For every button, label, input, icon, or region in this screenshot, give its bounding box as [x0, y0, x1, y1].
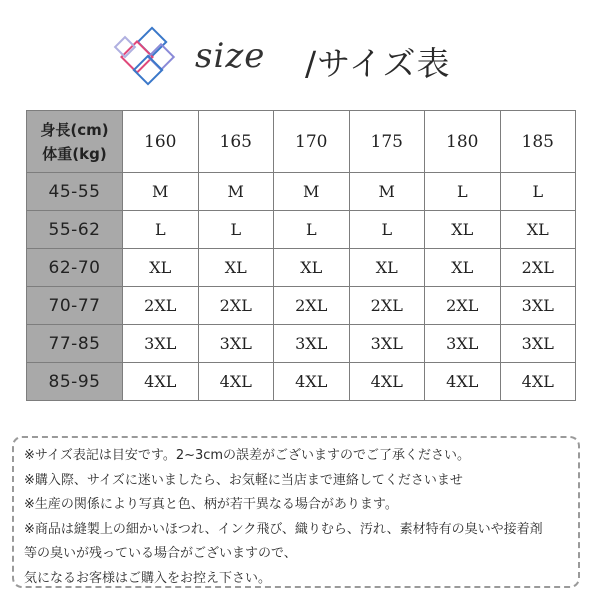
weight-header-cell: 55-62 [27, 211, 123, 249]
size-cell: 3XL [123, 325, 199, 363]
note-line: ※生産の関係により写真と色、柄が若干異なる場合があります。 [24, 497, 398, 512]
size-cell: 4XL [500, 363, 576, 401]
size-cell: 3XL [274, 325, 350, 363]
height-header-cell: 170 [274, 111, 350, 173]
size-cell: 2XL [198, 287, 274, 325]
size-cell: 2XL [274, 287, 350, 325]
height-header-cell: 160 [123, 111, 199, 173]
weight-header-cell: 77-85 [27, 325, 123, 363]
size-chart-title: /サイズ表 [305, 44, 451, 83]
table-header-row [27, 111, 576, 173]
size-cell: 4XL [198, 363, 274, 401]
size-cell: L [500, 173, 576, 211]
size-cell: XL [425, 211, 501, 249]
size-cell: L [123, 211, 199, 249]
size-cell: 2XL [425, 287, 501, 325]
size-cell: 4XL [123, 363, 199, 401]
size-cell: M [123, 173, 199, 211]
height-header-cell: 165 [198, 111, 274, 173]
size-cell: XL [500, 211, 576, 249]
table-row [27, 249, 576, 287]
table-corner-cell [27, 111, 123, 173]
note-line: ※サイズ表記は目安です。2~3cmの誤差がございますのでご了承ください。 [24, 448, 471, 463]
size-cell: M [274, 173, 350, 211]
size-cell: 3XL [500, 325, 576, 363]
note-line: 気になるお客様はご購入をお控え下さい。 [24, 570, 272, 586]
table-row [27, 287, 576, 325]
note-line: ※商品は縫製上の細かいほつれ、インク飛び、織りむら、汚れ、素材特有の臭いや接着剤 [24, 521, 543, 537]
height-header-cell: 175 [349, 111, 425, 173]
weight-header-cell: 45-55 [27, 173, 123, 211]
size-cell: XL [123, 249, 199, 287]
size-cell: XL [425, 249, 501, 287]
size-cell: 3XL [198, 325, 274, 363]
size-chart-table [26, 110, 576, 401]
size-cell: L [274, 211, 350, 249]
size-cell: 3XL [349, 325, 425, 363]
note-line: 等の臭いが残っている場合がございますので、 [24, 546, 297, 561]
size-cell: 4XL [425, 363, 501, 401]
interlocking-squares-icon [112, 26, 190, 88]
size-cell: 4XL [349, 363, 425, 401]
size-cell: 3XL [500, 287, 576, 325]
page-header [0, 20, 600, 90]
height-unit-label: 身長(cm) [40, 120, 109, 139]
weight-unit-label: 体重(kg) [42, 144, 107, 163]
height-header-cell: 185 [500, 111, 576, 173]
size-cell: XL [274, 249, 350, 287]
table-row [27, 211, 576, 249]
table-row [27, 173, 576, 211]
size-cell: XL [198, 249, 274, 287]
size-cell: M [349, 173, 425, 211]
size-cell: 2XL [500, 249, 576, 287]
notes-box [12, 436, 580, 588]
size-cell: 4XL [274, 363, 350, 401]
size-cell: L [349, 211, 425, 249]
size-cell: L [425, 173, 501, 211]
table-row [27, 363, 576, 401]
note-line: ※購入際、サイズに迷いましたら、お気軽に当店まで連絡してくださいませ [24, 472, 463, 488]
size-cell: 2XL [349, 287, 425, 325]
size-cell: 2XL [123, 287, 199, 325]
weight-header-cell: 70-77 [27, 287, 123, 325]
table-row [27, 325, 576, 363]
size-cell: 3XL [425, 325, 501, 363]
weight-header-cell: 85-95 [27, 363, 123, 401]
size-cell: XL [349, 249, 425, 287]
size-script-title: size [195, 36, 266, 76]
size-cell: M [198, 173, 274, 211]
height-header-cell: 180 [425, 111, 501, 173]
size-cell: L [198, 211, 274, 249]
weight-header-cell: 62-70 [27, 249, 123, 287]
